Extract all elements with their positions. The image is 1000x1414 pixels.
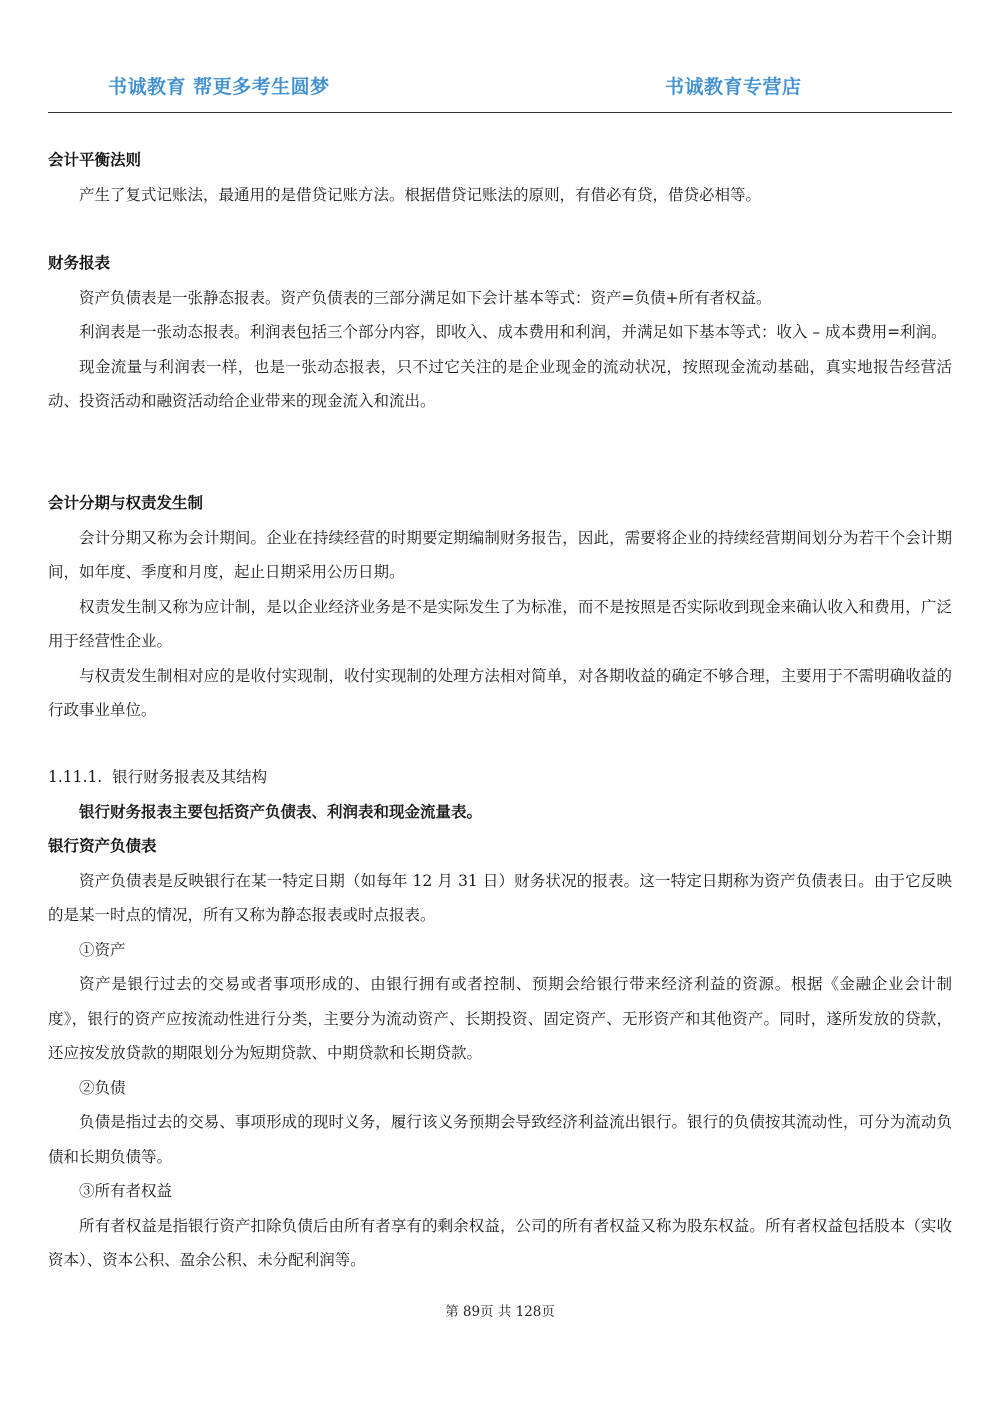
section-heading bbox=[48, 760, 952, 795]
section-accounting-balance bbox=[48, 143, 952, 212]
section-heading-title: 银行财务报表及其结构 bbox=[112, 768, 268, 786]
section-bank-financial-statements bbox=[48, 760, 952, 1278]
header-divider bbox=[48, 112, 952, 113]
paragraph: 与权责发生制相对应的是收付实现制，收付实现制的处理方法相对简单，对各期收益的确定不够合理，主要用于不需明确收益的行政事业单位。 bbox=[48, 666, 952, 719]
paragraph: 资产负债表是反映银行在某一特定日期（如每年 12 月 31 日）财务状况的报表。这一特定日期称为资产负债表日。由于它反映的是某一时点的情况，所有又称为静态报表或时点报表。 bbox=[48, 871, 952, 924]
paragraph: 所有者权益是指银行资产扣除负债后由所有者享有的剩余权益，公司的所有者权益又称为股东权益。所有者权益包括股本（实收资本）、资本公积、盈余公积、未分配利润等。 bbox=[48, 1216, 952, 1269]
header-slogan: 书诚教育 帮更多考生圆梦 bbox=[108, 76, 330, 98]
header-store-name: 书诚教育专营店 bbox=[665, 76, 802, 98]
section-financial-statements bbox=[48, 246, 952, 419]
subsection-title: 银行资产负债表 bbox=[48, 837, 157, 855]
list-item-liabilities: ②负债 bbox=[79, 1078, 126, 1097]
paragraph: 利润表是一张动态报表。利润表包括三个部分内容，即收入、成本费用和利润，并满足如下基本等式：收入 – 成本费用=利润。 bbox=[79, 323, 947, 341]
paragraph: 负债是指过去的交易、事项形成的现时义务，履行该义务预期会导致经济利益流出银行。银行的负债按其流动性，可分为流动负债和长期负债等。 bbox=[48, 1113, 952, 1166]
section-number: 1.11.1. bbox=[48, 768, 103, 786]
section-accounting-period bbox=[48, 486, 952, 728]
section-title: 财务报表 bbox=[48, 254, 111, 272]
paragraph: 权责发生制又称为应计制，是以企业经济业务是不是实际发生了为标准，而不是按照是否实际收到现金来确认收入和费用，广泛用于经营性企业。 bbox=[48, 597, 952, 650]
section-title: 会计平衡法则 bbox=[48, 151, 142, 169]
paragraph: 产生了复式记账法，最通用的是借贷记账方法。根据借贷记账法的原则，有借必有贷，借贷必相等。 bbox=[79, 185, 762, 204]
paragraph: 会计分期又称为会计期间。企业在持续经营的时期要定期编制财务报告，因此，需要将企业的持续经营期间划分为若干个会计期间，如年度、季度和月度，起止日期采用公历日期。 bbox=[48, 528, 952, 581]
paragraph: 现金流量与利润表一样，也是一张动态报表，只不过它关注的是企业现金的流动状况，按照现金流动基础，真实地报告经营活动、投资活动和融资活动给企业带来的现金流入和流出。 bbox=[48, 357, 952, 410]
page-number: 第 89页 共 128页 bbox=[445, 1304, 555, 1320]
paragraph: 资产负债表是一张静态报表。资产负债表的三部分满足如下会计基本等式：资产=负债+所有者权益。 bbox=[79, 288, 772, 307]
list-item-assets: ①资产 bbox=[79, 940, 126, 959]
section-title: 会计分期与权责发生制 bbox=[48, 494, 204, 512]
lead-sentence: 银行财务报表主要包括资产负债表、利润表和现金流量表。 bbox=[79, 802, 483, 821]
list-item-equity: ③所有者权益 bbox=[79, 1182, 173, 1200]
paragraph: 资产是银行过去的交易或者事项形成的、由银行拥有或者控制、预期会给银行带来经济利益的资源。根据《金融企业会计制度》，银行的资产应按流动性进行分类，主要分为流动资产、长期投资、固定资产、无形资产和其他资产。同时，遂所发放的贷款，还应按发放贷款的期限划分为短期贷款、中期贷款和长期贷款。 bbox=[48, 975, 952, 1062]
